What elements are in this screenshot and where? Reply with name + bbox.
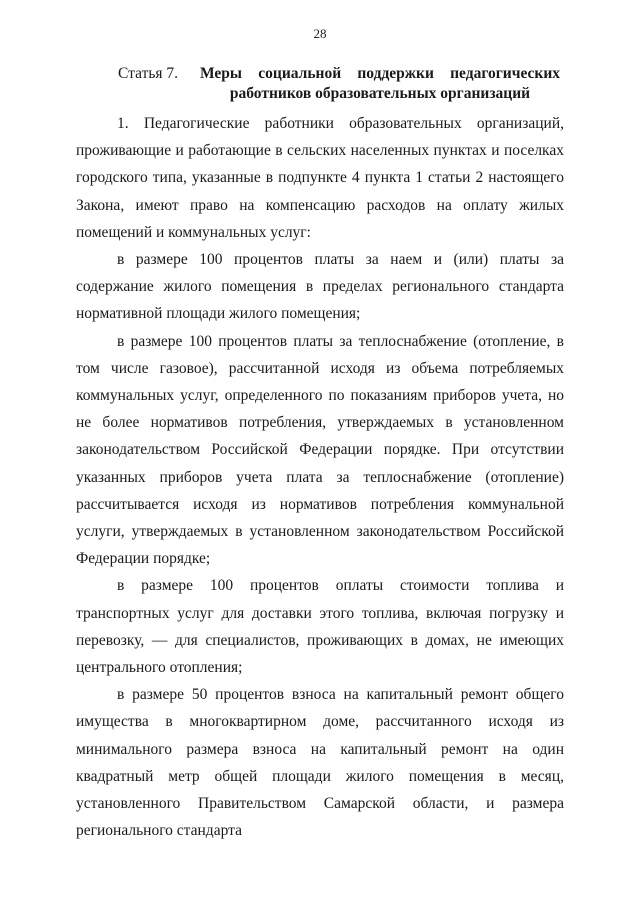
paragraph-3: в размере 100 процентов платы за теплоснабжение (отопление, в том числе газовое), рассчитанной исходя из объема потребляемых коммунальных услуг, определенного по показаниям приборов учета, но не более нормативов потребления, утверждаемых в установленном законодательством Российской Федерации порядке. При отсутствии указанных приборов учета плата за теплоснабжение (отопление) рассчитывается исходя из нормативов потребления коммунальной услуги, утверждаемых в установленном законодательством Российской Федерации порядке;	[76, 332, 564, 568]
page-number: 28	[313, 26, 327, 41]
paragraph-2: в размере 100 процентов платы за наем и (или) платы за содержание жилого помещения в пределах регионального стандарта нормативной площади жилого помещения;	[76, 251, 564, 323]
paragraph-1: 1. Педагогические работники образовательных организаций, проживающие и работающие в сельских населенных пунктах и поселках городского типа, указанные в подпункте 4 пункта 1 статьи 2 настоящего Закона, имеют право на компенсацию расходов на оплату жилых помещений и коммунальных услуг:	[76, 115, 564, 241]
paragraph-5: в размере 50 процентов взноса на капитальный ремонт общего имущества в многоквартирном доме, рассчитанного исходя из минимального размера взноса на капитальный ремонт на один квадратный метр общей площади жилого помещения в месяц, установленного Правительством Самарской области, и размера регионального стандарта	[76, 686, 564, 840]
document-body	[76, 110, 564, 844]
paragraph-4: в размере 100 процентов оплаты стоимости топлива и транспортных услуг для доставки этого топлива, включая погрузку и перевозку, — для специалистов, проживающих в домах, не имеющих центрального отопления;	[76, 577, 564, 677]
article-title: Меры социальной поддержки педагогических работников образовательных организаций	[200, 65, 560, 102]
article-label: Статья 7.	[118, 65, 179, 82]
